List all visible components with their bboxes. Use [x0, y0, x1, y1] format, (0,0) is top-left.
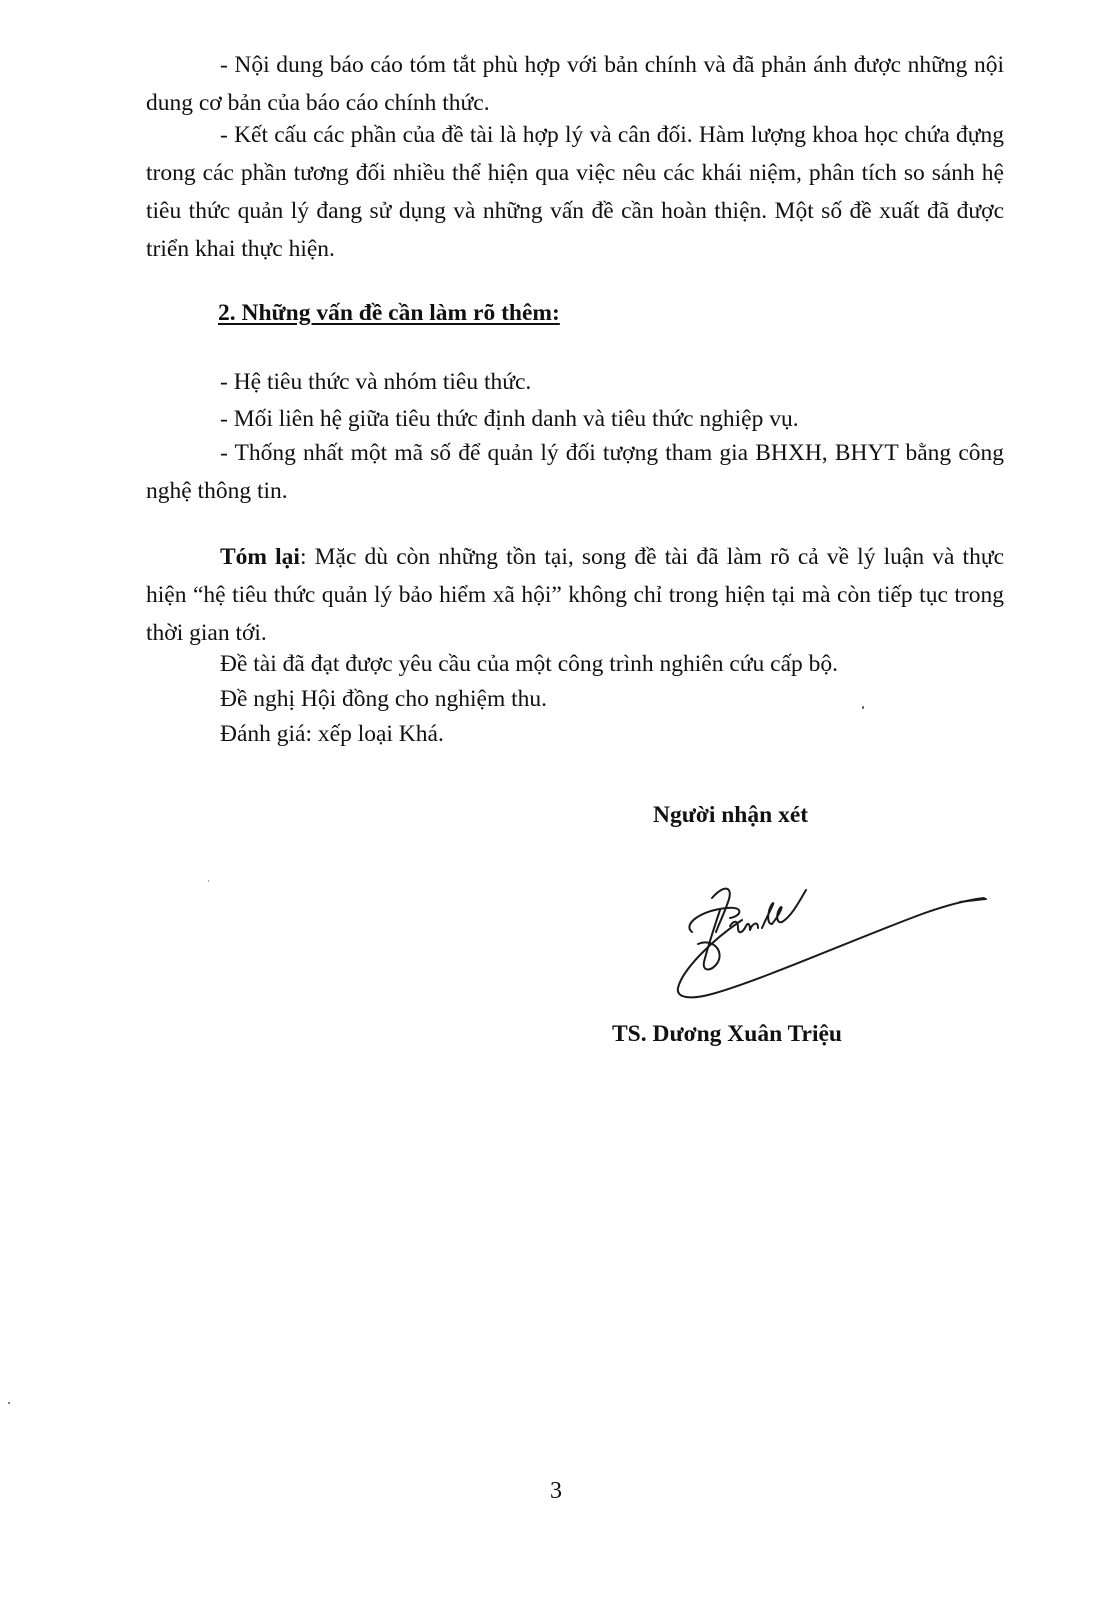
conclusion-line: Đề tài đã đạt được yêu cầu của một công trình nghiên cứu cấp bộ.: [220, 651, 839, 677]
paragraph-summary-report: - Nội dung báo cáo tóm tắt phù hợp với bản chính và đã phản ánh được những nội dung cơ bản của báo cáo chính thức.: [146, 52, 1004, 116]
summary-label: Tóm lại: [220, 544, 300, 570]
section-heading: 2. Những vấn đề cần làm rõ thêm:: [218, 300, 560, 326]
conclusion-line: Đánh giá: xếp loại Khá.: [220, 721, 444, 747]
conclusion-line: Đề nghị Hội đồng cho nghiệm thu.: [220, 686, 548, 712]
list-item: - Mối liên hệ giữa tiêu thức định danh và tiêu thức nghiệp vụ.: [220, 406, 799, 432]
scan-speck: [862, 706, 864, 709]
signer-name: TS. Dương Xuân Triệu: [612, 1021, 842, 1047]
list-item: - Hệ tiêu thức và nhóm tiêu thức.: [220, 369, 532, 395]
scan-speck: [8, 1402, 10, 1404]
page-number: 3: [550, 1478, 562, 1504]
signature-image: [672, 880, 992, 1020]
summary-paragraph: [146, 538, 1004, 652]
paragraph-structure: - Kết cấu các phần của đề tài là hợp lý và cân đối. Hàm lượng khoa học chứa đựng trong các phần tương đối nhiều thể hiện qua việc nêu các khái niệm, phân tích so sánh hệ tiêu thức quản lý đang sử dụng và những vấn đề cần hoàn thiện. Một số đề xuất đã được triển khai thực hiện.: [146, 122, 1004, 262]
signer-title: Người nhận xét: [653, 802, 809, 828]
list-item: - Thống nhất một mã số để quản lý đối tượng tham gia BHXH, BHYT bằng công nghệ thông tin.: [146, 440, 1004, 504]
scan-speck: [208, 880, 209, 882]
summary-text: : Mặc dù còn những tồn tại, song đề tài đã làm rõ cả về lý luận và thực hiện “hệ tiêu thức quản lý bảo hiểm xã hội” không chỉ trong hiện tại mà còn tiếp tục trong thời gian tới.: [146, 544, 1005, 646]
